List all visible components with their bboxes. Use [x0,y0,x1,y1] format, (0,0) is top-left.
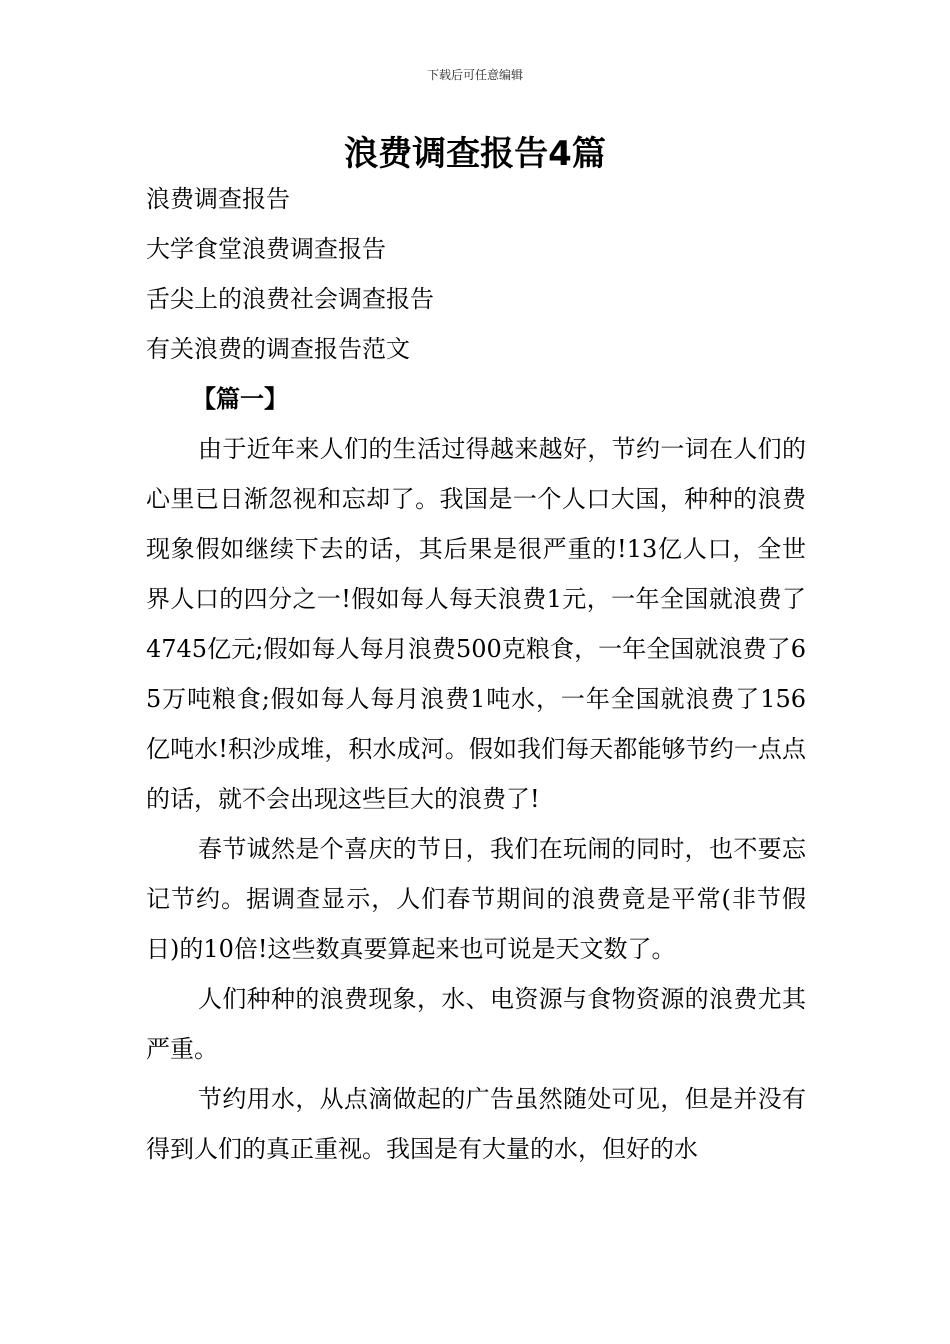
document-body [146,174,806,1174]
toc-item-1: 浪费调查报告 [146,185,290,213]
header-note: 下载后可任意编辑 [426,68,523,82]
section-marker: 【篇一】 [192,384,288,413]
paragraph-1: 由于近年来人们的生活过得越来越好，节约一词在人们的心里已日渐忽视和忘却了。我国是一个人口大国，种种的浪费现象假如继续下去的话，其后果是很严重的!13亿人口，全世界人口的四分之一!假如每人每天浪费1元，一年全国就浪费了4745亿元;假如每人每月浪费500克粮食，一年全国就浪费了65万吨粮食;假如每人每月浪费1吨水，一年全国就浪费了156亿吨水!积沙成堆，积水成河。假如我们每天都能够节约一点点的话，就不会出现这些巨大的浪费了! [146,435,806,813]
paragraph-4: 节约用水，从点滴做起的广告虽然随处可见，但是并没有得到人们的真正重视。我国是有大量的水，但好的水 [146,1085,806,1163]
paragraph-2: 春节诚然是个喜庆的节日，我们在玩闹的同时，也不要忘记节约。据调查显示，人们春节期间的浪费竟是平常(非节假日)的10倍!这些数真要算起来也可说是天文数了。 [146,835,806,963]
paragraph-3: 人们种种的浪费现象，水、电资源与食物资源的浪费尤其严重。 [146,985,806,1063]
toc-item-4: 有关浪费的调查报告范文 [146,335,410,363]
toc-item-2: 大学食堂浪费调查报告 [146,235,386,263]
document-title: 浪费调查报告4篇 [344,134,606,174]
toc-item-3: 舌尖上的浪费社会调查报告 [146,285,434,313]
